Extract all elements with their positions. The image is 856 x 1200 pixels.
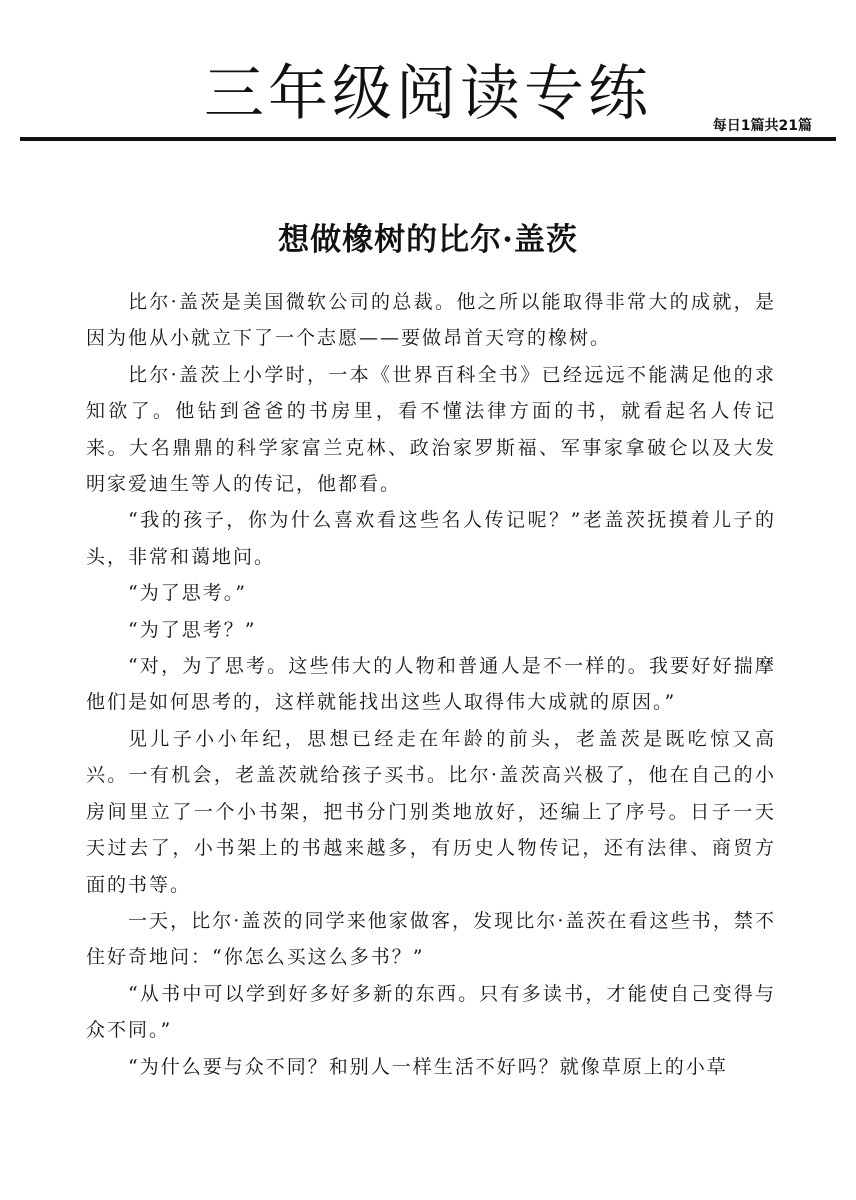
paragraph-10: “为什么要与众不同？和别人一样生活不好吗？就像草原上的小草: [128, 1055, 728, 1078]
paragraph-3: “我的孩子，你为什么喜欢看这些名人传记呢？”老盖茨抚摸着儿子的头，非常和蔼地问。: [86, 509, 776, 568]
paragraph-7: 见儿子小小年纪，思想已经走在年龄的前头，老盖茨是既吃惊又高兴。一有机会，老盖茨就给孩子买书。比尔·盖茨高兴极了，他在自己的小房间里立了一个小书架，把书分门别类地放好，还编上了序号。日子一天天过去了，小书架上的书越来越多，有历史人物传记，还有法律、商贸方面的书等。: [86, 727, 776, 896]
paragraph-5: “为了思考？”: [128, 618, 257, 641]
page-title: 三年级阅读专练: [204, 59, 652, 129]
paragraph-6: “对，为了思考。这些伟大的人物和普通人是不一样的。我要好好揣摩他们是如何思考的，这样就能找出这些人取得伟大成就的原因。”: [86, 655, 776, 714]
series-note: 每日1篇共21篇: [712, 118, 812, 134]
paragraph-2: 比尔·盖茨上小学时，一本《世界百科全书》已经远远不能满足他的求知欲了。他钻到爸爸的书房里，看不懂法律方面的书，就看起名人传记来。大名鼎鼎的科学家富兰克林、政治家罗斯福、军事家拿破仑以及大发明家爱迪生等人的传记，他都看。: [86, 363, 776, 496]
header-divider: [20, 137, 836, 141]
paragraph-1: 比尔·盖茨是美国微软公司的总裁。他之所以能取得非常大的成就，是因为他从小就立下了一个志愿——要做昂首天穹的橡树。: [86, 291, 776, 350]
article-title: 想做橡树的比尔·盖茨: [278, 222, 578, 258]
paragraph-8: 一天，比尔·盖茨的同学来他家做客，发现比尔·盖茨在看这些书，禁不住好奇地问：“你怎么买这么多书？”: [86, 909, 776, 969]
paragraph-4: “为了思考。”: [128, 582, 247, 605]
page-header: [0, 0, 856, 150]
article-body: [86, 284, 776, 1085]
paragraph-9: “从书中可以学到好多好多新的东西。只有多读书，才能使自己变得与众不同。”: [86, 982, 776, 1042]
